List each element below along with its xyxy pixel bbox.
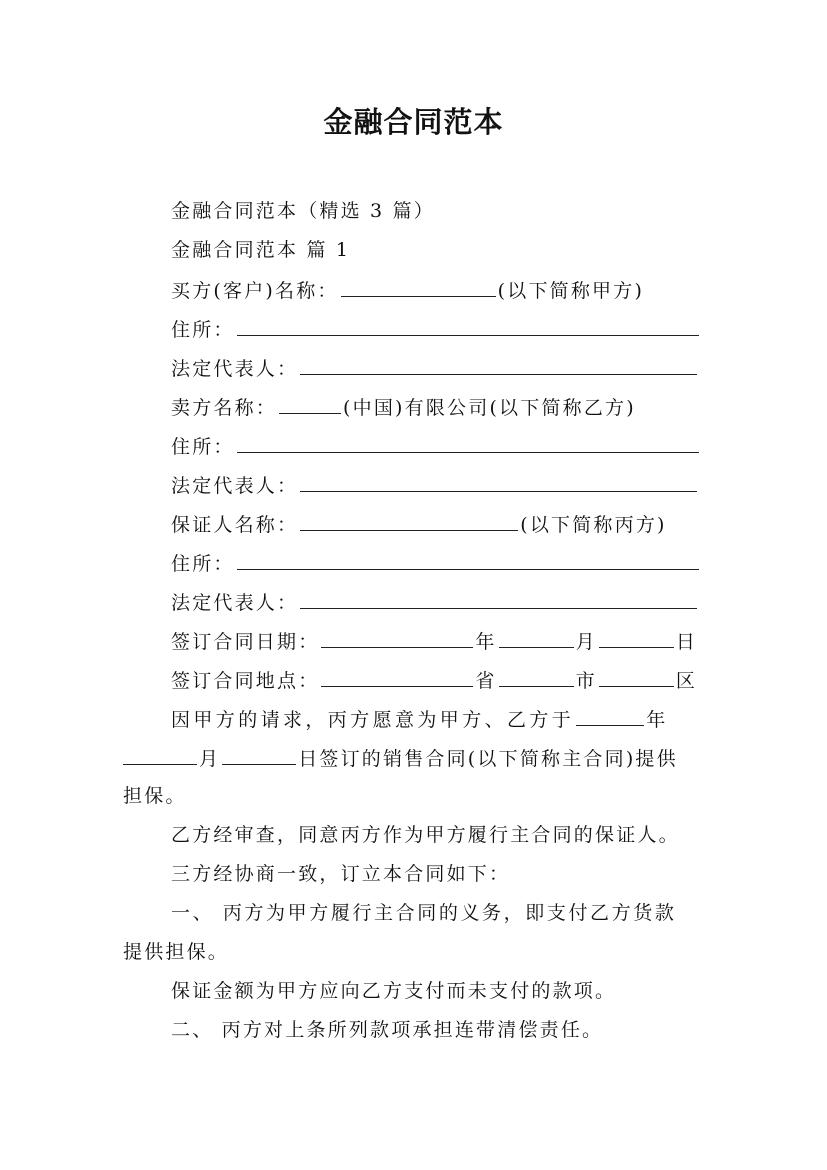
clause-one-line2: 提供担保。: [123, 941, 230, 963]
document-line: 金融合同范本 篇 1: [171, 239, 351, 261]
buyer-legal-rep-line: [171, 354, 699, 382]
clause-two: 二、 丙方对上条所列款项承担连带清偿责任。: [171, 1019, 604, 1041]
city-label: 市: [575, 670, 597, 692]
seller-name-label: 卖方名称：: [171, 397, 278, 419]
paragraph-request-line2: [123, 744, 678, 772]
district-label: 区: [675, 670, 698, 692]
guarantor-address-line: [171, 549, 701, 577]
paragraph-text: 日签订的销售合同(以下简称主合同)提供: [298, 748, 678, 770]
sign-date-line: [171, 627, 697, 655]
paragraph-review: 乙方经审查，同意丙方作为甲方履行主合同的保证人。: [171, 824, 680, 846]
guarantor-name-blank: [300, 510, 518, 531]
guarantor-legal-rep-line: [171, 588, 699, 616]
legal-rep-label: 法定代表人：: [171, 592, 299, 614]
guarantor-name-suffix: (以下简称丙方): [520, 514, 667, 536]
seller-name-line: [171, 393, 636, 421]
address-label: 住所：: [171, 319, 235, 341]
paragraph-text: 因甲方的请求，丙方愿意为甲方、乙方于: [171, 709, 575, 731]
guarantor-legal-rep-blank: [300, 588, 697, 609]
legal-rep-label: 法定代表人：: [171, 475, 299, 497]
sign-place-line: [171, 666, 697, 694]
buyer-name-label: 买方(客户)名称：: [171, 280, 339, 302]
seller-address-line: [171, 432, 701, 460]
month-label: 月: [575, 631, 597, 653]
sign-date-label: 签订合同日期：: [171, 631, 320, 653]
day-blank: [222, 744, 296, 765]
guarantor-address-blank: [237, 549, 699, 570]
district-blank: [599, 666, 674, 687]
province-blank: [321, 666, 473, 687]
city-blank: [499, 666, 574, 687]
year-blank: [321, 627, 473, 648]
address-label: 住所：: [171, 436, 235, 458]
day-label: 日: [675, 631, 698, 653]
buyer-name-blank: [341, 276, 496, 297]
paragraph-request-line3: 担保。: [123, 785, 187, 807]
paragraph-guarantee-amount: 保证金额为甲方应向乙方支付而未支付的款项。: [171, 980, 617, 1002]
address-label: 住所：: [171, 553, 235, 575]
document-line: 金融合同范本（精选 3 篇）: [171, 200, 435, 222]
guarantor-name-label: 保证人名称：: [171, 514, 299, 536]
seller-legal-rep-blank: [300, 471, 697, 492]
seller-name-blank: [279, 393, 341, 414]
province-label: 省: [475, 670, 497, 692]
clause-one-line1: 一、 丙方为甲方履行主合同的义务，即支付乙方货款: [171, 902, 677, 924]
seller-address-blank: [237, 432, 699, 453]
seller-name-suffix: (中国)有限公司(以下简称乙方): [343, 397, 636, 419]
day-blank: [599, 627, 674, 648]
legal-rep-label: 法定代表人：: [171, 358, 299, 380]
buyer-name-line: [171, 276, 644, 304]
paragraph-agreement: 三方经协商一致，订立本合同如下：: [171, 863, 511, 885]
guarantor-name-line: [171, 510, 667, 538]
month-label: 月: [199, 748, 221, 770]
buyer-legal-rep-blank: [300, 354, 697, 375]
year-label: 年: [646, 709, 669, 731]
buyer-name-suffix: (以下简称甲方): [497, 280, 645, 302]
buyer-address-line: [171, 315, 701, 343]
page-title: 金融合同范本: [323, 105, 504, 139]
year-blank: [576, 705, 644, 726]
buyer-address-blank: [237, 315, 699, 336]
year-label: 年: [475, 631, 497, 653]
month-blank: [499, 627, 574, 648]
seller-legal-rep-line: [171, 471, 699, 499]
month-blank: [123, 744, 197, 765]
paragraph-request-line1: [171, 705, 669, 733]
sign-place-label: 签订合同地点：: [171, 670, 320, 692]
